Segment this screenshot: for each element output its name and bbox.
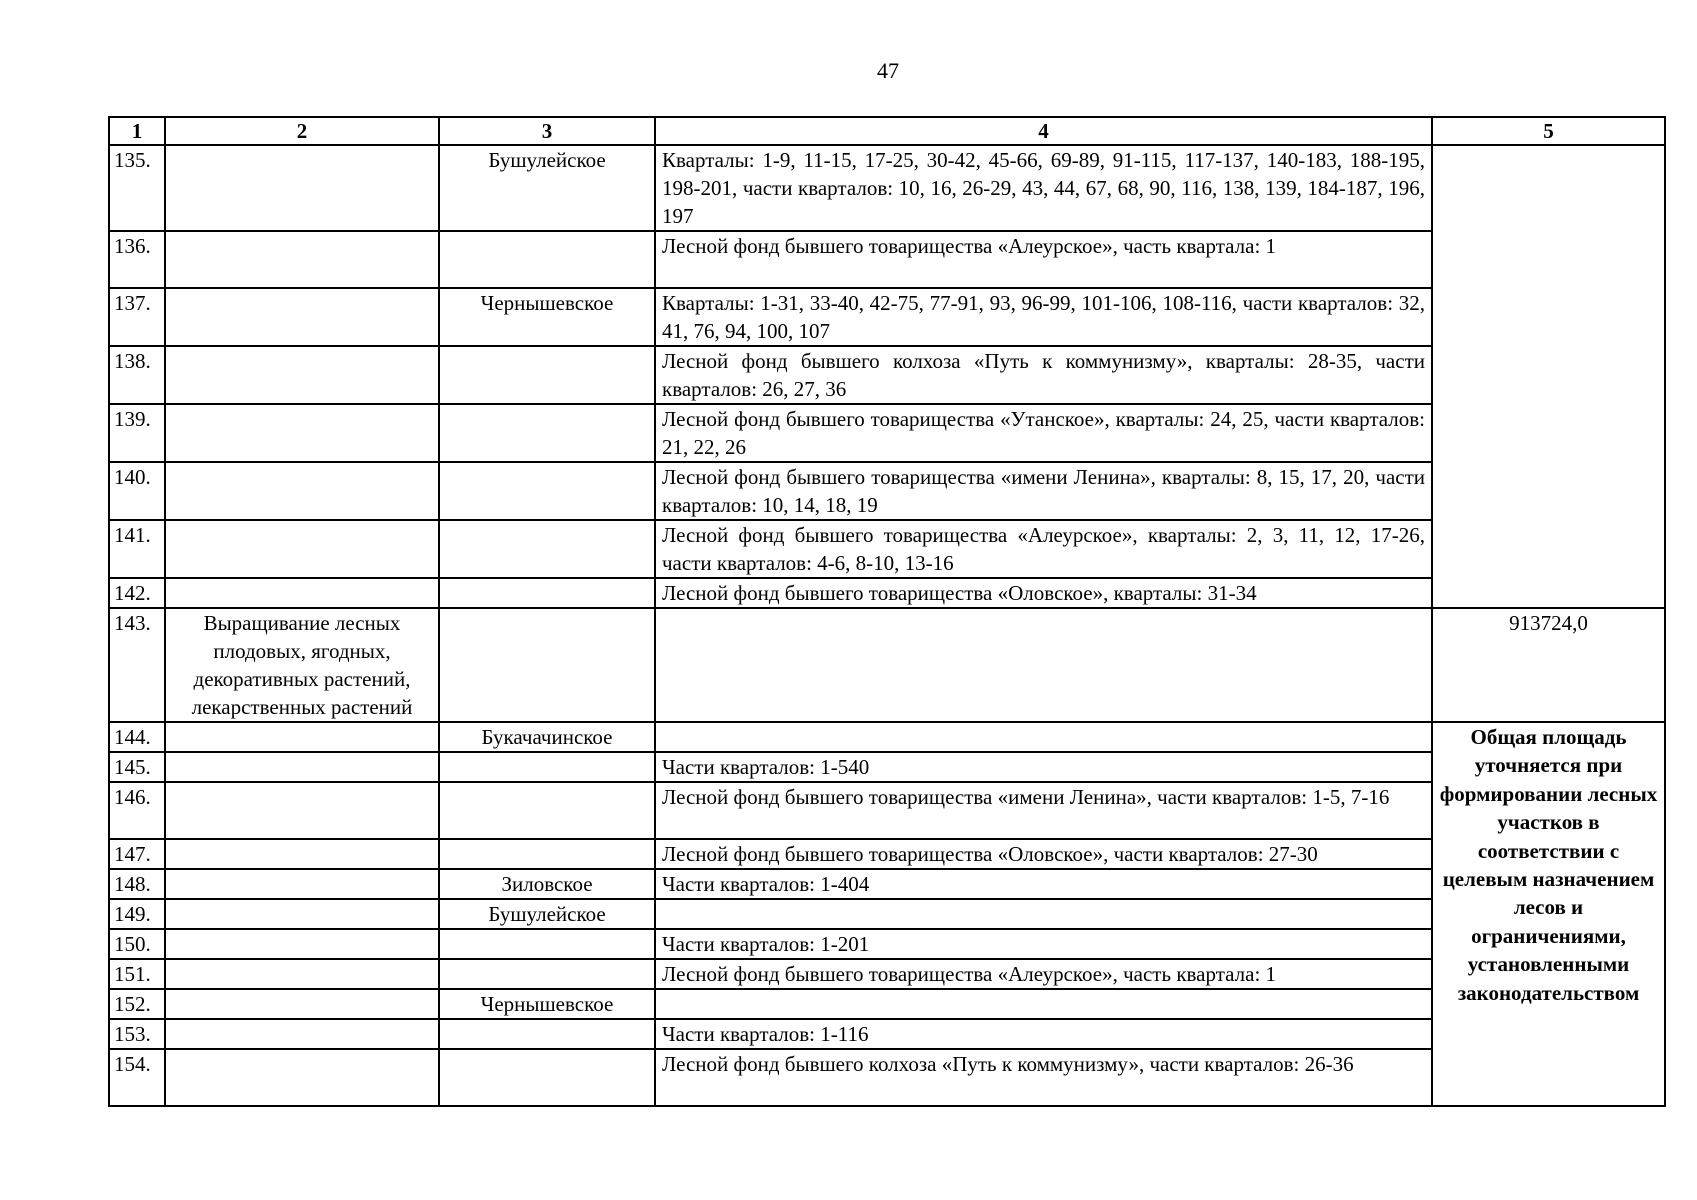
row-number: 150. xyxy=(109,929,165,959)
row-number: 147. xyxy=(109,839,165,869)
quarters-cell xyxy=(655,899,1432,929)
activity-cell xyxy=(165,752,439,782)
forestry-cell xyxy=(439,578,655,608)
table-row xyxy=(109,929,1665,959)
quarters-cell xyxy=(655,989,1432,1019)
forestry-cell xyxy=(439,752,655,782)
row-number: 137. xyxy=(109,288,165,346)
row-number: 149. xyxy=(109,899,165,929)
row-number: 152. xyxy=(109,989,165,1019)
table-row xyxy=(109,1019,1665,1049)
row-number: 143. xyxy=(109,608,165,722)
forestry-cell: Бушулейское xyxy=(439,899,655,929)
row-number: 142. xyxy=(109,578,165,608)
forestry-cell: Букачачинское xyxy=(439,722,655,752)
activity-cell xyxy=(165,578,439,608)
forestry-cell xyxy=(439,929,655,959)
table-row xyxy=(109,752,1665,782)
forestry-cell xyxy=(439,404,655,462)
header-cell: 5 xyxy=(1432,117,1665,145)
table-row xyxy=(109,578,1665,608)
header-cell: 1 xyxy=(109,117,165,145)
quarters-cell: Лесной фонд бывшего товарищества «Алеурское», кварталы: 2, 3, 11, 12, 17-26, части кварталов: 4-6, 8-10, 13-16 xyxy=(655,520,1432,578)
area-value: 913724,0 xyxy=(1432,608,1665,722)
forestry-cell xyxy=(439,462,655,520)
quarters-cell: Лесной фонд бывшего товарищества «Алеурское», часть квартала: 1 xyxy=(655,231,1432,288)
activity-cell xyxy=(165,869,439,899)
forestry-cell xyxy=(439,1049,655,1106)
header-cell: 2 xyxy=(165,117,439,145)
table-row xyxy=(109,608,1665,722)
quarters-cell: Лесной фонд бывшего товарищества «Утанское», кварталы: 24, 25, части кварталов: 21, 22, 26 xyxy=(655,404,1432,462)
forestry-cell xyxy=(439,520,655,578)
row-number: 139. xyxy=(109,404,165,462)
forestry-cell: Чернышевское xyxy=(439,288,655,346)
quarters-cell: Части кварталов: 1-404 xyxy=(655,869,1432,899)
activity-cell xyxy=(165,145,439,231)
table-row xyxy=(109,520,1665,578)
row-number: 154. xyxy=(109,1049,165,1106)
forestry-cell xyxy=(439,839,655,869)
quarters-cell: Части кварталов: 1-201 xyxy=(655,929,1432,959)
table-row xyxy=(109,1049,1665,1106)
row-number: 135. xyxy=(109,145,165,231)
row-number: 144. xyxy=(109,722,165,752)
forest-use-table xyxy=(108,116,1666,1107)
area-note: Общая площадь уточняется при формировании лесных участков в соответствии с целевым назначением лесов и ограничениями, установленными законодательством xyxy=(1432,722,1665,1106)
row-number: 141. xyxy=(109,520,165,578)
row-number: 146. xyxy=(109,782,165,839)
quarters-cell: Лесной фонд бывшего колхоза «Путь к коммунизму», кварталы: 28-35, части кварталов: 26, 27, 36 xyxy=(655,346,1432,404)
activity-cell xyxy=(165,231,439,288)
forestry-cell xyxy=(439,1019,655,1049)
quarters-cell: Кварталы: 1-31, 33-40, 42-75, 77-91, 93, 96-99, 101-106, 108-116, части кварталов: 32, 41, 76, 94, 100, 107 xyxy=(655,288,1432,346)
table-row xyxy=(109,145,1665,231)
forestry-cell: Бушулейское xyxy=(439,145,655,231)
quarters-cell xyxy=(655,608,1432,722)
quarters-cell: Части кварталов: 1-540 xyxy=(655,752,1432,782)
row-number: 153. xyxy=(109,1019,165,1049)
header-cell: 3 xyxy=(439,117,655,145)
forestry-cell xyxy=(439,608,655,722)
table-row xyxy=(109,839,1665,869)
activity-cell xyxy=(165,722,439,752)
quarters-cell: Лесной фонд бывшего товарищества «имени Ленина», кварталы: 8, 15, 17, 20, части кварталов: 10, 14, 18, 19 xyxy=(655,462,1432,520)
table-row xyxy=(109,899,1665,929)
quarters-cell: Лесной фонд бывшего колхоза «Путь к коммунизму», части кварталов: 26-36 xyxy=(655,1049,1432,1106)
table-row xyxy=(109,782,1665,839)
row-number: 151. xyxy=(109,959,165,989)
table-row xyxy=(109,989,1665,1019)
quarters-cell: Лесной фонд бывшего товарищества «имени Ленина», части кварталов: 1-5, 7-16 xyxy=(655,782,1432,839)
activity-cell xyxy=(165,782,439,839)
forestry-cell: Чернышевское xyxy=(439,989,655,1019)
header-cell: 4 xyxy=(655,117,1432,145)
table-row xyxy=(109,869,1665,899)
activity-cell xyxy=(165,1049,439,1106)
table-row xyxy=(109,462,1665,520)
row-number: 148. xyxy=(109,869,165,899)
quarters-cell: Лесной фонд бывшего товарищества «Оловское», кварталы: 31-34 xyxy=(655,578,1432,608)
forestry-cell: Зиловское xyxy=(439,869,655,899)
row-number: 138. xyxy=(109,346,165,404)
activity-cell: Выращивание лесных плодовых, ягодных, декоративных растений, лекарственных растений xyxy=(165,608,439,722)
quarters-cell: Части кварталов: 1-116 xyxy=(655,1019,1432,1049)
forestry-cell xyxy=(439,231,655,288)
table-row xyxy=(109,722,1665,752)
activity-cell xyxy=(165,520,439,578)
row-number: 140. xyxy=(109,462,165,520)
activity-cell xyxy=(165,288,439,346)
activity-cell xyxy=(165,839,439,869)
activity-cell xyxy=(165,462,439,520)
table-row xyxy=(109,231,1665,288)
forestry-cell xyxy=(439,346,655,404)
area-cell xyxy=(1432,145,1665,608)
quarters-cell: Лесной фонд бывшего товарищества «Алеурское», часть квартала: 1 xyxy=(655,959,1432,989)
activity-cell xyxy=(165,1019,439,1049)
header-row xyxy=(109,117,1665,145)
activity-cell xyxy=(165,899,439,929)
activity-cell xyxy=(165,989,439,1019)
quarters-cell: Кварталы: 1-9, 11-15, 17-25, 30-42, 45-66, 69-89, 91-115, 117-137, 140-183, 188-195, 198-201, части кварталов: 10, 16, 26-29, 43, 44, 67, 68, 90, 116, 138, 139, 184-187, 196, 197 xyxy=(655,145,1432,231)
activity-cell xyxy=(165,404,439,462)
activity-cell xyxy=(165,346,439,404)
activity-cell xyxy=(165,929,439,959)
row-number: 136. xyxy=(109,231,165,288)
table-row xyxy=(109,959,1665,989)
forestry-cell xyxy=(439,959,655,989)
forestry-cell xyxy=(439,782,655,839)
table-row xyxy=(109,404,1665,462)
activity-cell xyxy=(165,959,439,989)
page-number: 47 xyxy=(877,58,899,83)
row-number: 145. xyxy=(109,752,165,782)
table-row xyxy=(109,346,1665,404)
quarters-cell: Лесной фонд бывшего товарищества «Оловское», части кварталов: 27-30 xyxy=(655,839,1432,869)
table-row xyxy=(109,288,1665,346)
quarters-cell xyxy=(655,722,1432,752)
